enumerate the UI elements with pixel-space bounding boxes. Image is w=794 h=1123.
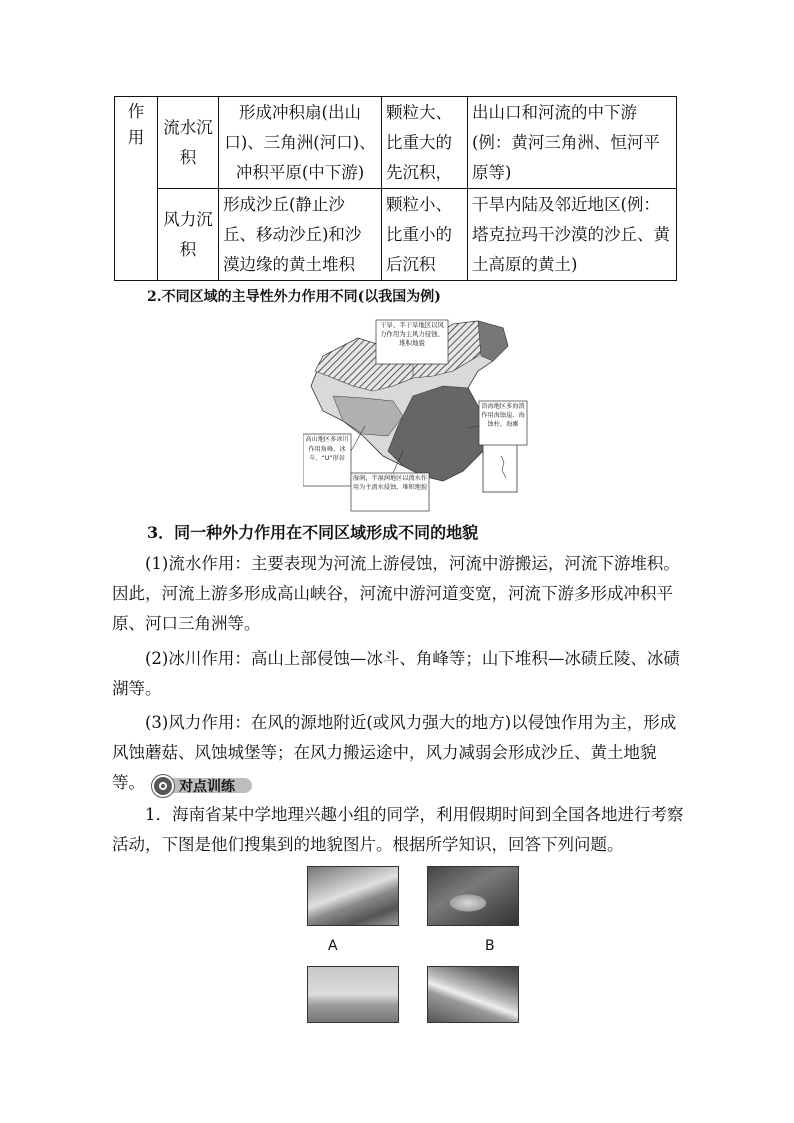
section-heading-3: 3．同一种外力作用在不同区域形成不同的地貌 (147, 523, 479, 542)
callout-mountain (303, 434, 351, 486)
paragraph-glacial: (2)冰川作用：高山上部侵蚀—冰斗、角峰等；山下堆积—冰碛丘陵、冰碛湖等。 (112, 649, 680, 698)
table-cell-distribution: 干旱内陆及邻近地区(例：塔克拉玛干沙漠的沙丘、黄土高原的黄土) (468, 189, 677, 281)
callout-coastal-text: 沿海地区多海浪作用海蚀崖、海蚀柱、海滩 (481, 403, 525, 428)
caption-a: A (328, 938, 338, 954)
target-icon (152, 775, 174, 797)
table-cell-type: 风力沉积 (158, 189, 219, 281)
callout-coastal (479, 401, 527, 445)
landform-photo-a (307, 866, 399, 926)
landform-table (114, 96, 677, 281)
paragraph-fluvial: (1)流水作用：主要表现为河流上游侵蚀，河流中游搬运，河流下游堆积。因此，河流上游多形成高山峡谷，河流中游河道变宽，河流下游多形成冲积平原、河口三角洲等。 (112, 554, 680, 633)
table-row (115, 97, 677, 189)
plateau-region (333, 396, 403, 436)
section-heading-2: 2.不同区域的主导性外力作用不同(以我国为例) (147, 289, 441, 305)
table-cell-type: 流水沉积 (158, 97, 219, 189)
landform-photo-c (307, 966, 399, 1023)
table-cell-function: 作用 (115, 97, 158, 281)
callout-humid-text: 湿润、半湿润地区以流水作用为主流水侵蚀、堆积地貌 (352, 475, 428, 491)
table-row (115, 189, 677, 281)
callout-arid (376, 320, 448, 364)
table-cell-distribution: 出山口和河流的中下游(例：黄河三角洲、恒河平原等) (468, 97, 677, 189)
training-label: 对点训练 (179, 779, 235, 795)
paragraph-aeolian: (3)风力作用：在风的源地附近(或风力强大的地方)以侵蚀作用为主，形成风蚀蘑菇、风蚀城堡等；在风力搬运途中，风力减弱会形成沙丘、黄土地貌等。 (112, 713, 677, 792)
table-cell-feature: 颗粒大、比重大的先沉积， (382, 97, 468, 189)
caption-b: B (485, 938, 495, 954)
training-badge (152, 775, 252, 795)
south-china-sea-inset (483, 444, 517, 492)
table-cell-feature: 颗粒小、比重小的后沉积 (382, 189, 468, 281)
question-1: 1．海南省某中学地理兴趣小组的同学，利用假期时间到全国各地进行考察活动，下图是他们搜集到的地貌图片。根据所学知识，回答下列问题。 (112, 805, 684, 854)
landform-photo-b (427, 866, 519, 926)
china-external-forces-map (303, 316, 533, 512)
table-cell-landform: 形成冲积扇(出山口)、三角洲(河口)、冲积平原(中下游) (219, 97, 382, 189)
table-cell-landform: 形成沙丘(静止沙丘、移动沙丘)和沙漠边缘的黄土堆积 (219, 189, 382, 281)
callout-arid-text: 干旱、半干旱地区以风力作用为主风力侵蚀、堆积地貌 (380, 321, 444, 347)
callout-humid (351, 473, 429, 511)
callout-mountain-text: 高山地区多冰川作用角峰、冰斗、“U”形谷 (305, 436, 349, 463)
northeast-region (478, 321, 508, 361)
landform-photo-d (427, 966, 519, 1023)
